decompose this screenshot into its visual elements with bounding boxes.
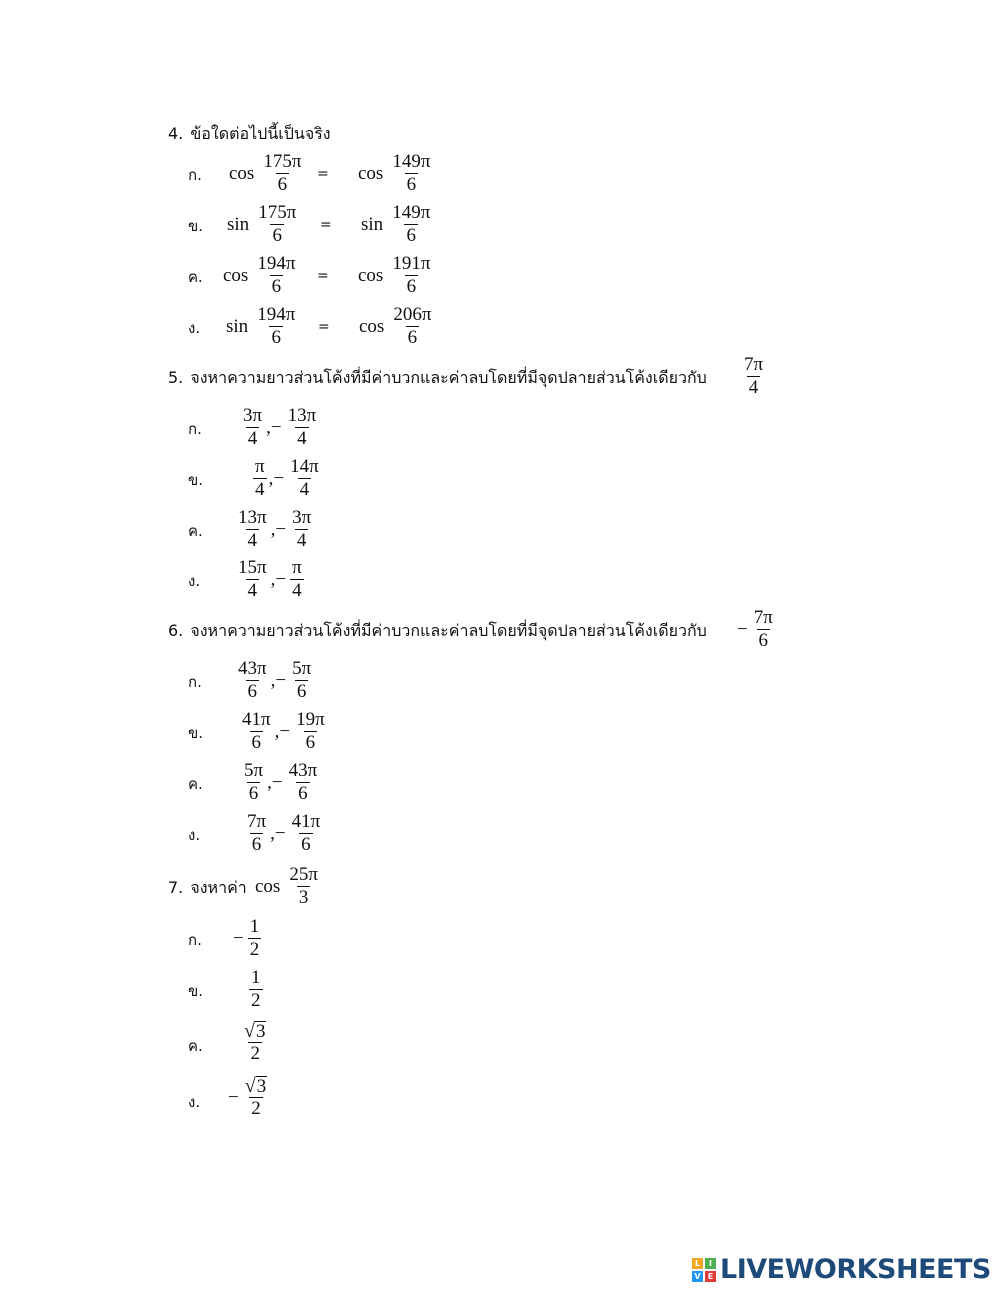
fraction — [245, 811, 268, 856]
logo-tile: I — [705, 1258, 716, 1269]
choice-right-expr — [359, 304, 435, 349]
denominator: 6 — [406, 174, 417, 195]
denominator: 2 — [251, 990, 261, 1011]
fraction — [391, 304, 433, 349]
fraction — [253, 456, 267, 501]
function-name: cos — [223, 264, 249, 286]
fraction — [261, 151, 303, 196]
logo-tiles-icon — [692, 1258, 716, 1282]
numerator: 206π — [393, 304, 432, 325]
minus-sign: − — [233, 927, 244, 949]
choice-label: ค. — [188, 775, 203, 793]
fraction — [242, 1021, 268, 1065]
denominator: 6 — [305, 732, 316, 753]
choice-label: ข. — [188, 217, 204, 235]
denominator: 2 — [250, 1043, 260, 1064]
minus-sign: − — [279, 720, 291, 742]
function-name: sin — [227, 213, 250, 235]
fraction — [243, 1076, 269, 1120]
choice-left-expr — [223, 253, 299, 298]
choice-label: ข. — [188, 471, 204, 489]
denominator: 6 — [251, 732, 262, 753]
choice-expr — [240, 760, 321, 805]
choice-label: ข. — [188, 724, 204, 742]
logo-text: LIVEWORKSHEETS — [720, 1254, 991, 1285]
fraction — [290, 507, 313, 552]
logo-tile: V — [692, 1271, 703, 1282]
denominator: 4 — [255, 479, 265, 500]
fraction — [287, 864, 320, 909]
function-name: cos — [359, 315, 385, 337]
denominator: 6 — [406, 225, 416, 246]
question-number: 4. — [168, 124, 184, 143]
numerator: 191π — [392, 253, 431, 274]
numerator: 13π — [287, 405, 317, 426]
denominator: 6 — [248, 783, 259, 804]
minus-sign: − — [275, 518, 287, 540]
choice-right-expr — [358, 253, 434, 298]
equals-sign: = — [317, 166, 329, 182]
question-5 — [168, 368, 707, 388]
minus-sign: − — [274, 822, 286, 844]
numerator: 194π — [257, 253, 296, 274]
comma: , — [270, 518, 276, 540]
numerator: 41π — [242, 709, 271, 730]
minus-sign: − — [275, 669, 287, 691]
question-number: 6. — [168, 621, 184, 640]
choice-expr — [239, 405, 320, 450]
denominator: 6 — [271, 276, 282, 297]
comma: , — [270, 822, 275, 844]
numerator: 7π — [744, 354, 764, 375]
fraction — [294, 709, 327, 754]
numerator: 7π — [753, 607, 773, 628]
denominator: 6 — [247, 681, 258, 702]
fraction — [390, 253, 432, 298]
minus-sign: − — [275, 568, 287, 590]
choice-label: ง. — [188, 572, 201, 590]
denominator: 4 — [297, 428, 307, 449]
q6-target-angle — [737, 607, 777, 652]
function-name: cos — [358, 264, 384, 286]
comma: , — [267, 771, 272, 793]
function-name: cos — [255, 875, 281, 897]
choice-expr — [234, 557, 306, 602]
fraction — [248, 916, 262, 961]
choice-label: ค. — [188, 522, 203, 540]
numerator: 13π — [238, 507, 267, 528]
square-root — [242, 1021, 268, 1042]
liveworksheets-logo — [692, 1254, 991, 1285]
choice-label: ง. — [188, 319, 201, 337]
choice-label: ค. — [188, 268, 203, 286]
comma: , — [268, 467, 274, 489]
fraction — [256, 202, 298, 247]
q7-expression — [255, 864, 322, 909]
choice-label: ง. — [188, 1093, 201, 1111]
numerator: 5π — [292, 658, 312, 679]
logo-tile: E — [705, 1271, 716, 1282]
denominator: 6 — [298, 783, 308, 804]
question-text: จงหาค่า — [190, 878, 247, 897]
choice-right-expr — [358, 151, 434, 196]
denominator: 4 — [247, 580, 258, 601]
choice-expr — [234, 507, 315, 552]
numerator: 175π — [258, 202, 297, 223]
choice-expr — [233, 916, 263, 961]
numerator: 41π — [291, 811, 321, 832]
function-name: cos — [229, 162, 255, 184]
logo-tile: L — [692, 1258, 703, 1269]
square-root — [243, 1076, 269, 1097]
fraction — [255, 304, 297, 349]
choice-label: ก. — [188, 420, 202, 438]
numerator: 1 — [249, 916, 260, 937]
numerator: π — [255, 456, 265, 477]
fraction — [236, 658, 269, 703]
comma: , — [270, 568, 276, 590]
denominator: 4 — [247, 530, 258, 551]
comma: , — [274, 720, 280, 742]
question-7 — [168, 878, 247, 898]
numerator: 194π — [257, 304, 296, 325]
choice-left-expr — [226, 304, 299, 349]
equals-sign: = — [320, 217, 332, 233]
denominator: 4 — [247, 428, 258, 449]
fraction — [290, 557, 304, 602]
radicand: 3 — [256, 1076, 267, 1097]
fraction — [287, 760, 320, 805]
minus-sign: − — [271, 771, 283, 793]
choice-expr — [238, 1021, 270, 1065]
question-number: 7. — [168, 878, 184, 897]
function-name: sin — [361, 213, 384, 235]
numerator: π — [292, 557, 302, 578]
denominator: 6 — [296, 681, 307, 702]
function-name: cos — [358, 162, 384, 184]
question-text: จงหาความยาวส่วนโค้งที่มีค่าบวกและค่าลบโดยที่มีจุดปลายส่วนโค้งเดียวกับ — [190, 368, 707, 387]
denominator: 6 — [758, 630, 769, 651]
denominator: 3 — [298, 887, 309, 908]
fraction — [286, 405, 319, 450]
numerator: 43π — [238, 658, 267, 679]
denominator: 6 — [272, 225, 282, 246]
question-number: 5. — [168, 368, 184, 387]
fraction — [390, 202, 432, 247]
radicand: 3 — [255, 1021, 266, 1042]
choice-expr — [243, 811, 324, 856]
fraction — [249, 967, 263, 1012]
comma: , — [266, 416, 271, 438]
choice-label: ค. — [188, 1037, 203, 1055]
choice-expr — [245, 967, 265, 1012]
fraction — [236, 557, 269, 602]
minus-sign: − — [270, 416, 282, 438]
function-name: sin — [226, 315, 249, 337]
minus-sign: − — [273, 467, 285, 489]
fraction — [752, 607, 775, 652]
minus-sign: − — [737, 618, 748, 640]
fraction — [255, 253, 297, 298]
radical-sign: √ — [244, 1020, 255, 1042]
choice-left-expr — [229, 151, 305, 196]
fraction — [290, 811, 323, 856]
equals-sign: = — [317, 268, 329, 284]
question-text: จงหาความยาวส่วนโค้งที่มีค่าบวกและค่าลบโดยที่มีจุดปลายส่วนโค้งเดียวกับ — [190, 621, 707, 640]
numerator: 149π — [392, 202, 431, 223]
choice-expr — [234, 658, 315, 703]
numerator: 25π — [289, 864, 318, 885]
q5-target-angle — [738, 354, 767, 399]
denominator: 6 — [406, 276, 417, 297]
fraction — [242, 760, 265, 805]
question-4 — [168, 124, 331, 144]
numerator: 149π — [392, 151, 431, 172]
denominator: 6 — [251, 834, 262, 855]
fraction — [742, 354, 765, 399]
denominator: 4 — [748, 377, 759, 398]
radical-sign: √ — [244, 1075, 256, 1097]
fraction — [288, 456, 321, 501]
fraction — [390, 151, 432, 196]
equals-sign: = — [318, 319, 330, 335]
numerator: 5π — [244, 760, 264, 781]
denominator: 6 — [407, 327, 418, 348]
denominator: 2 — [249, 939, 260, 960]
choice-label: ก. — [188, 673, 202, 691]
choice-expr — [228, 1076, 271, 1120]
denominator: 6 — [271, 327, 281, 348]
fraction — [241, 405, 264, 450]
numerator: 19π — [296, 709, 325, 730]
denominator: 4 — [296, 530, 307, 551]
choice-label: ง. — [188, 826, 201, 844]
numerator: 175π — [263, 151, 302, 172]
numerator: 14π — [290, 456, 319, 477]
question-text: ข้อใดต่อไปนี้เป็นจริง — [190, 124, 331, 143]
denominator: 6 — [277, 174, 288, 195]
numerator: 3π — [292, 507, 312, 528]
choice-expr — [251, 456, 323, 501]
choice-label: ก. — [188, 931, 202, 949]
denominator: 6 — [301, 834, 311, 855]
numerator: 7π — [247, 811, 267, 832]
numerator: 3π — [243, 405, 263, 426]
choice-right-expr — [361, 202, 434, 247]
fraction — [290, 658, 313, 703]
denominator: 2 — [251, 1098, 261, 1119]
comma: , — [270, 669, 276, 691]
numerator: 1 — [251, 967, 261, 988]
choice-label: ข. — [188, 982, 204, 1000]
minus-sign: − — [228, 1087, 239, 1108]
fraction — [236, 507, 269, 552]
fraction — [240, 709, 273, 754]
denominator: 4 — [292, 580, 302, 601]
choice-left-expr — [227, 202, 300, 247]
numerator: 15π — [238, 557, 267, 578]
choice-label: ก. — [188, 166, 202, 184]
question-6 — [168, 621, 707, 641]
choice-expr — [238, 709, 329, 754]
denominator: 4 — [299, 479, 310, 500]
numerator: 43π — [288, 760, 318, 781]
